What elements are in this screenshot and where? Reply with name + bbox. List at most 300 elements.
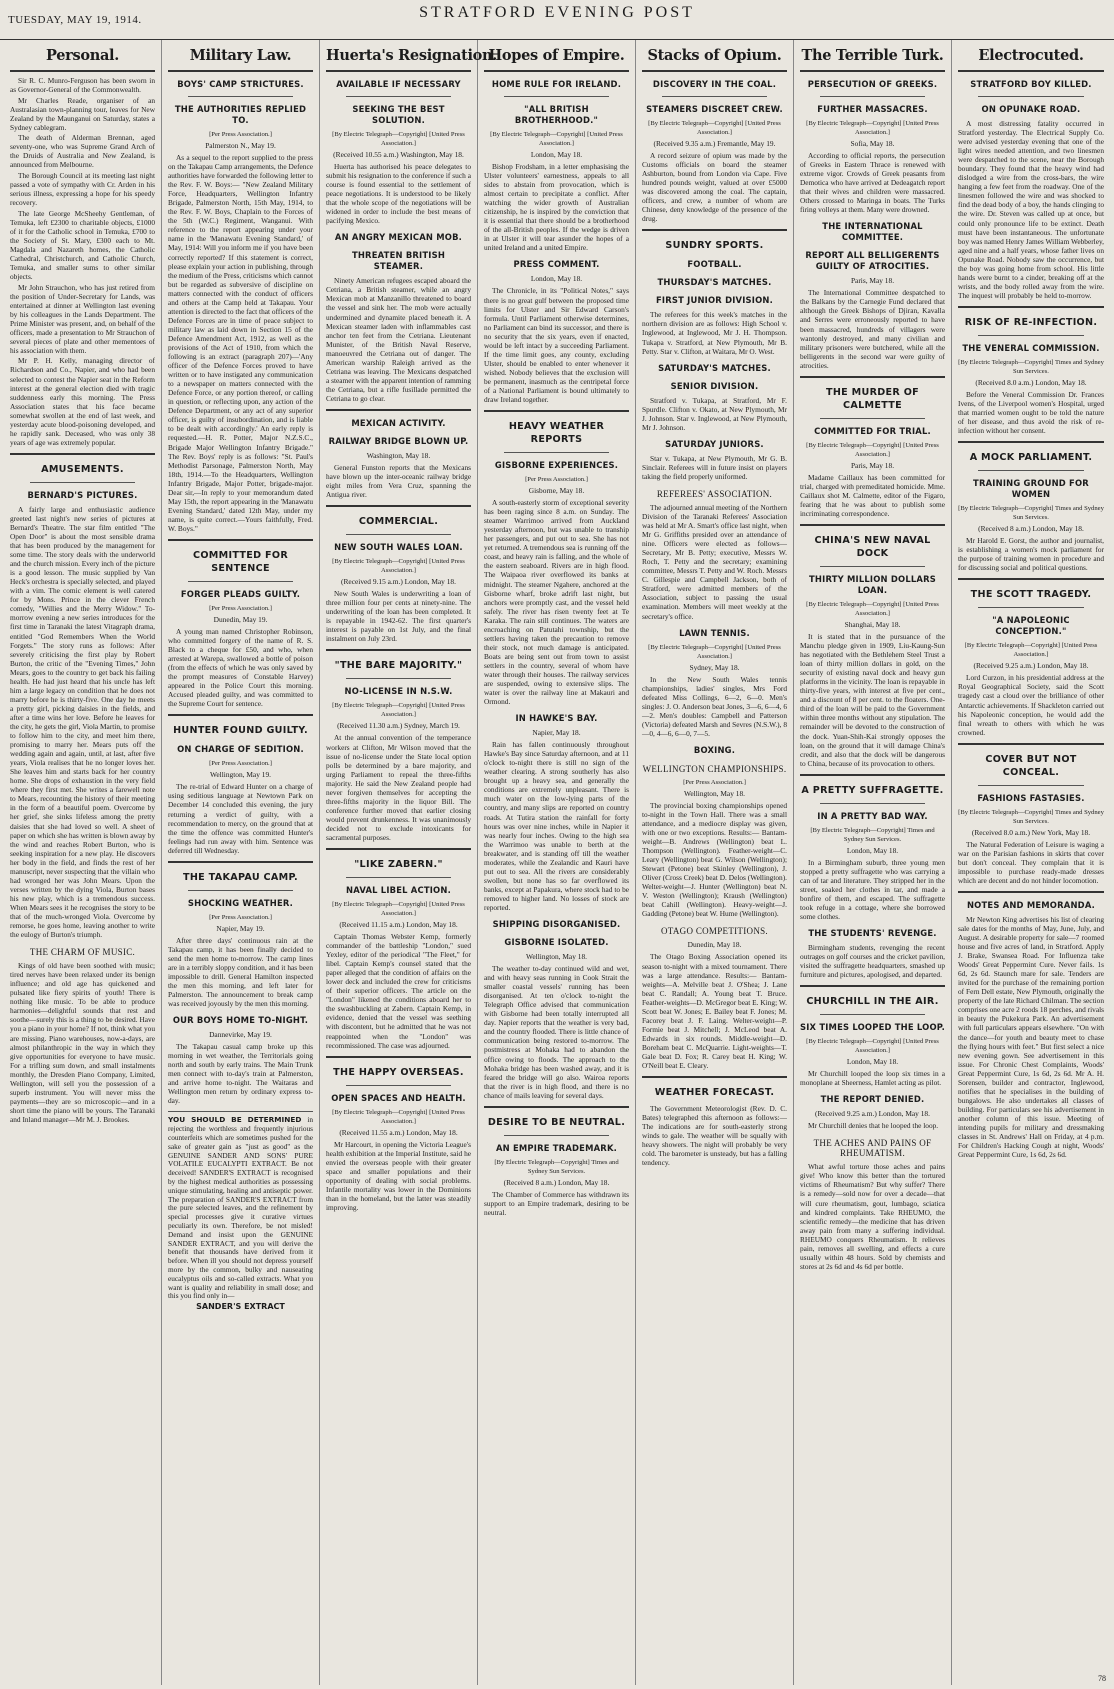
divider xyxy=(346,678,451,679)
article-body xyxy=(10,171,155,207)
subheadline: PRESS COMMENT. xyxy=(513,259,600,270)
heading-rule xyxy=(958,70,1104,72)
paragraph: General Funston reports that the Mexicans have blown up the inter-oceanic railway bridge eight miles from Vera Cruz, spanning the Antigua river. xyxy=(326,462,471,500)
wire-credit: [By Electric Telegraph—Copyright] Times and Sydney Sun Services. xyxy=(810,826,935,843)
dateline: London, May 18. xyxy=(846,845,899,855)
article-body xyxy=(800,151,945,214)
wire-credit: [By Electric Telegraph—Copyright] [United Press Association.] xyxy=(332,558,465,575)
article-headline: DESIRE TO BE NEUTRAL. xyxy=(487,1116,626,1128)
article-body xyxy=(10,96,155,132)
wire-credit: [Per Press Association.] xyxy=(525,476,588,484)
subheadline: NEW SOUTH WALES LOAN. xyxy=(334,542,463,553)
subheadline: GISBORNE ISOLATED. xyxy=(504,937,609,948)
article-headline: AMUSEMENTS. xyxy=(41,463,124,475)
column-heading: Huerta's Resignation. xyxy=(326,47,498,64)
paragraph: It is stated that in the pursuance of the Manchu pledge given in 1909, Liu-Kaung-Sun has negotiated with the Bethlehem Steel Trust a loan of thirty million dollars in gold, on the security of existing naval dock and heavy gun platforms in the vicinity. The loan is repayable in thirty-five years, with interest at five per cent., and a discount of 8 per cent. to the floaters. One-third of the loan will be paid to the Government within three months without any stipulation. The remainder will be devoted to the construction of the dock. Yuan-Shih-Kai strongly opposes the loan, on the ground that it will damage China's credit, and also that the dock will be dangerous to China, because of its provocation to others. xyxy=(800,631,945,768)
ad-brand: SANDER'S EXTRACT xyxy=(196,1302,285,1312)
divider xyxy=(820,1014,925,1015)
subheadline: NOTES AND MEMORANDA. xyxy=(966,899,1096,910)
article-headline: COVER BUT NOT CONCEAL. xyxy=(985,753,1077,778)
dateline: Wellington, May 18. xyxy=(684,788,745,798)
article-body xyxy=(800,858,945,921)
article-body xyxy=(958,840,1104,885)
wire-credit: [By Electric Telegraph—Copyright] Times and Sydney Sun Services. xyxy=(958,808,1104,825)
issue-date: TUESDAY, MAY 19, 1914. xyxy=(8,14,142,26)
wire-credit: [By Electric Telegraph—Copyright] [United Press Association.] xyxy=(332,1108,465,1125)
paragraph: As a sequel to the report supplied to the press on the Takapau Camp arrangements, the Defence authorities have forwarded the following letter to the Rev. F. W. Boys:— "New Zealand Military Force, Headquarters, Wellington Infantry Brigade, Palmerston North, 15th May, 1914, to the Rev. F. W. Boys, Chaplain to the Forces of the 5th (W.C.) Regiment, Wanganui. With reference to the report appearing under your name in the 'Manawatu Evening Standard,' of May, 1914: Will you inform me if you have been correctly reported? If this statement is correct, please explain your action in publishing, through the medium of the Press, criticisms which cannot but be regarded as subversive of discipline on matters connected with the conduct of officers and others at the Camp held at Takapau. Your attention is directed to the fact that officers of the Defence Forces are in time of peace subject to military law as laid down in Section 15 of the Defence Amendment Act, 1912, as well as the provisions of the Act of 1910, from which the following is an extract (paragraph 207)—'Any officer of the Defence Forces proved to have written or to have instigated any communication to a newspaper on matters connected with the Defence Force, or any portion thereof, or calling in question, or reflecting upon, any action of the Defence Department, or any act of any superior officer, is guilty of insubordination, and is liable to be dealt with accordingly.' An early reply is requested.—H. R. Potter, Major N.Z.S.C., Brigade Major Wellington Infantry Brigade." The Rev. Boys' reply is as follows: "St. Paul's Methodist Parsonage, Palmerston North, May 18th, 1914.—To the Headquarters, Wellington Infantry Brigade, Major Potter, brigade-major. Dear sir,—In reply to your memorandum dated May 15th, the report appearing in the 'Manawatu Evening Standard,' dated 12th May, under my name, is quite correct.—Yours faithfully, Fred. W. Boys." xyxy=(168,153,313,533)
divider xyxy=(800,985,945,987)
article-body xyxy=(800,943,945,979)
article-body xyxy=(10,961,155,1124)
article-headline: CHURCHILL IN THE AIR. xyxy=(806,996,939,1008)
paragraph: A most distressing fatality occurred in Stratford yesterday. The Electrical Supply Co. were advised yesterday evening that one of the light wires needed attention, and two linesmen were despatched to the scene, near the Borough boundary. They found that the heavy wind had dislodged a wire from the cross-bars, the wire hanging a few feet from the roadway. One of the linesmen followed the wire and was shocked to find the dead body of a boy, the hands clinging to the wire. Dr. Steven was called up at once, but could only pronounce life to be extinct. Death must have been instantaneous. The unfortunate boy was named Henry James William Webberley, aged nine and a half years, whose father lives on Opunake Road. Nobody saw the occurrence, but the boy was going home from school. His little hands were burnt to a cinder, breaking off at the wrists, and the body rolled away from the wire. The inquest will probably be held to-morrow. xyxy=(958,119,1104,300)
dateline: Paris, May 18. xyxy=(850,460,895,470)
wire-credit: [By Electric Telegraph—Copyright] Times and Sydney Sun Services. xyxy=(958,358,1104,375)
paragraph: The referees for this week's matches in the northern division are as follows: High School v. Inglewood, at Inglewood, Mr J. H. Thompson. Tukapa v. Stratford, at New Plymouth, Mr B. Petty. Star v. Clifton, at Waitara, Mr O. West. xyxy=(642,310,787,356)
paragraph: Rain has fallen continuously throughout Hawke's Bay since Saturday afternoon, and at 11 o'clock to-night there is still no sign of the weather clearing. A strong southerly has also brought up a heavy sea, and generally the conditions are extremely unpleasant. There is much water on the low-lying parts of the country, and many slips are reported on country roads. At Tutira station the rainfall for forty hours was over nine inches, while in Napier it was nearly four inches. Owing to the high sea the Warrimoo was unable to berth at the breakwater, and is standing off till the weather moderates, while the Zealandic and Kauri have put out to sea. All the rivers are considerably swollen, but none has so far overflowed its banks, except at Papakura, where stock had to be removed to higher land. No losses of stock are reported. xyxy=(484,740,629,912)
subheadline: SHIPPING DISORGANISED. xyxy=(492,919,621,930)
column-heading: Military Law. xyxy=(189,47,292,64)
divider xyxy=(800,376,945,378)
subheadline: STEAMERS DISCREET CREW. xyxy=(646,104,783,114)
divider xyxy=(484,410,629,412)
dateline: (Received 8.0 a.m.) New York, May 18. xyxy=(971,827,1091,837)
paragraph: The late George McSheehy Gentleman, of Temuka, left £2300 to charitable objects, £1000 of it for the Catholic school in Temuka, £700 to the Society of St. Mary, £300 each to Mt. Magdala and Nazareth homes, the Catholic Cathedral, Christchurch, and Catholic Church, Temuka, and smaller sums to other similar objects. xyxy=(10,208,155,281)
divider xyxy=(642,1076,787,1078)
dateline: (Received 8 a.m.) London, May 18. xyxy=(503,1177,610,1187)
subheadline: AVAILABLE IF NECESSARY xyxy=(336,79,461,89)
article-body xyxy=(958,536,1104,572)
article-headline: A MOCK PARLIAMENT. xyxy=(969,452,1093,464)
article-body xyxy=(642,801,787,919)
wire-credit: [By Electric Telegraph—Copyright] [United Press Association.] xyxy=(806,1038,939,1055)
subheadline: DISCOVERY IN THE COAL. xyxy=(652,79,777,89)
divider xyxy=(30,482,135,483)
wire-credit: [Per Press Association.] xyxy=(683,778,746,786)
subheadline: SEEKING THE BEST SOLUTION. xyxy=(352,104,445,125)
article-headline: COMMITTED FOR SENTENCE xyxy=(192,549,289,574)
divider xyxy=(504,1135,609,1136)
divider xyxy=(168,861,313,863)
article-headline: A PRETTY SUFFRAGETTE. xyxy=(801,784,944,796)
news-columns xyxy=(4,40,1110,1685)
article-body xyxy=(800,288,945,369)
dateline: (Received 8.0 a.m.) London, May 18. xyxy=(975,377,1087,387)
divider xyxy=(168,714,313,716)
paragraph: In a Birmingham suburb, three young men stopped a pretty suffragette who was carrying a can of tar and literature. They stripped her in the street, soaked her clothes in tar, and made a bonfire of them, and escaped. The suffragette took refuge in a cottage, where she borrowed some clothes. xyxy=(800,857,945,921)
paragraph: Madame Caillaux has been committed for trial, charged with premeditated homicide. Mme. Caillaux shot M. Calmette, editor of the Figaro, fearing that he was about to publish some incriminating correspondence. xyxy=(800,472,945,518)
wire-credit: [Per Press Association.] xyxy=(209,760,272,768)
article-headline: THE TAKAPAU CAMP. xyxy=(183,871,298,883)
heading-rule xyxy=(800,70,945,72)
subheadline: SATURDAY JUNIORS. xyxy=(665,438,764,449)
paragraph: Mr Churchill looped the loop six times in a monoplane at Sheerness, Hamlet acting as pilot. xyxy=(800,1069,945,1088)
heading-rule xyxy=(168,70,313,72)
article-body xyxy=(326,463,471,499)
subheadline: LAWN TENNIS. xyxy=(679,627,750,638)
dateline: London, May 18. xyxy=(846,1057,899,1067)
divider xyxy=(10,453,155,455)
dateline: Washington, May 18. xyxy=(366,450,431,460)
article-body xyxy=(10,283,155,355)
subheadline: THURSDAY'S MATCHES. xyxy=(657,277,772,288)
column-heading: Electrocuted. xyxy=(978,47,1084,64)
subheadline: SENIOR DIVISION. xyxy=(670,380,759,391)
article-body xyxy=(10,209,155,281)
paragraph: Mr John Strauchon, who has just retired from the position of Under-Secretary for Lands, was entertained at dinner at Wellington last evening by his colleagues in the Lands Department. The Prime Minister was present, and, on behalf of the officers, made a presentation to Mr Strauchon of several pieces of plate and other mementoes of his association with them. xyxy=(10,282,155,355)
heading-rule xyxy=(484,70,629,72)
subheadline: THIRTY MILLION DOLLARS LOAN. xyxy=(809,573,936,595)
dateline: Sofia, May 18. xyxy=(850,139,895,148)
wire-credit: [Per Press Association.] xyxy=(209,131,272,138)
dateline: (Received 11.15 a.m.) London, May 18. xyxy=(339,920,458,930)
article-body xyxy=(642,503,787,621)
paragraph: In the New South Wales tennis championships, ladies' singles, Mrs Ford defeated Miss Collings, 6—2, 6—0. Men's singles: J. O. Anderson beat Jones, 3—6, 6—4, 6—2. Men's doubles: Campbell and Patterson (Victoria) defeated Marsh and Sevres (N.S.W.), 8—0, 4—6, 6—0, 7—5. xyxy=(642,674,787,738)
article-body xyxy=(326,932,471,1050)
article-body xyxy=(168,782,313,854)
divider xyxy=(958,578,1104,580)
news-column xyxy=(162,40,320,1685)
article-body xyxy=(10,133,155,169)
article-body xyxy=(326,733,471,842)
paragraph: At the annual convention of the temperance workers at Clifton, Mr Wilson moved that the issue of no-license under the State local option polls be determined by a bare majority, and urging Parliament to repeal the three-fifths majority. He said the New Zealand people had never forgiven themselves for accepting the three-fifths majority in the liquor Bill. The conference further moved that earlier closing would prevent drunkenness. It was unanimously decided not to exclude intoxicants for sacramental purposes. xyxy=(326,733,471,842)
paragraph: A record seizure of opium was made by the Customs officials on board the steamer Ashburton, bound from London via Cape. Five hundred pounds weight, valued at over £5000 was discovered among the coal. The captain, officers, and crew, a number of whom are Chinese, deny knowledge of the presence of the drug. xyxy=(642,151,787,224)
dateline: Palmerston N., May 19. xyxy=(205,141,276,150)
paragraph: Mr Newton King advertises his list of clearing sale dates for the months of May, June, July, and August. A desirable property for sale—7 roomed house and five acres of land, in Stratford. Apply J. Brake, Swansea Road. For Influenza take Woods' Great Peppermint Cure. Never fails. 1s 6d, 2s 6d. Staunch mare for sale. Tenders are invited for the purchase of the remaining portion of Fern Dell estate, New Plymouth, originally the property of the late Richard Chilman. The section comprises one acre 2 roods 18 perches, and rivals in beauty the Pukekura Park. An advertisement with full particulars appears elsewhere. "On with the dance—for youth and beauty meet to chase the flying hours with feet." But first select a nice new evening gown. See advertisement in this issue. For Chronic Chest Complaints, Woods' Great Peppermint Cure, 1s 6d, 2s 6d. Mr A. H. Sorensen, builder and contractor, Inglewood, notifies that he specialises in the building of bungalows. He also undertakes all classes of building. For particulars see his advertisement in another column of this issue. Meeting of intending pupils for military and dressmaking classes in St. Andrews' Hall on Friday, at 4 p.m. For Children's Hacking Cough at night, Woods' Great Peppermint Cure, 1s 6d, 2s 6d. xyxy=(958,914,1104,1160)
subheadline: FOOTBALL. xyxy=(687,259,742,270)
divider xyxy=(978,96,1084,97)
wire-credit: [By Electric Telegraph—Copyright] [United Press Association.] xyxy=(490,131,623,147)
subheadline: THE AUTHORITIES REPLIED TO. xyxy=(174,104,307,125)
article-body xyxy=(168,627,313,708)
divider xyxy=(326,505,471,507)
article-body xyxy=(958,673,1104,736)
subheadline: STRATFORD BOY KILLED. xyxy=(970,79,1092,89)
subheadline: FASHIONS FASTASIES. xyxy=(977,792,1085,803)
subheadline: THE STUDENTS' REVENGE. xyxy=(808,928,937,939)
subheadline: TRAINING GROUND FOR WOMEN xyxy=(973,478,1089,500)
paragraph: Ninety American refugees escaped aboard the Cetriana, a British steamer, while an angry Mexican mob at Manzanillo threatened to board the vessel and sink her. The mob were actually undermined and dynamite placed beneath it. A Mexican steamer laden with inflammables cast anchor ten feet from the Cetriana. Lieutenant Munister, of the British Naval Reserve, manoeuvred the Cetriana out of danger. The American warship Raleigh arrived as the Cetriana was leaving. The Mexicans despatched a steamer with the apparent intention of ramming the Cetriana, but a rifle fusillade permitted the Cetriana to go clear. xyxy=(326,276,471,403)
newspaper-title: STRATFORD EVENING POST xyxy=(419,4,695,21)
page-number: 78 xyxy=(1098,1674,1106,1683)
article-headline: THE HAPPY OVERSEAS. xyxy=(333,1066,464,1078)
paragraph: New South Wales is underwriting a loan of three million four per cents at ninety-nine. The underwriting of the loan has been completed. It is repayable in 1942-62. The first quarter's interest is payable on 1st July, and the final instalment on July 23rd. xyxy=(326,589,471,644)
divider xyxy=(504,452,609,453)
subheadline: MEXICAN ACTIVITY. xyxy=(351,417,446,428)
paragraph: The Government Meteorologist (Rev. D. C. Bates) telegraphed this afternoon as follows:— The indications are for south-easterly strong winds to gale. The weather will be squally with heavy showers. The night will probably be very cold. The barometer is unsteady, but has a falling tendency. xyxy=(642,1104,787,1168)
wire-credit: [By Electric Telegraph—Copyright] [United Press Association.] xyxy=(806,441,939,458)
section-heading: WELLINGTON CHAMPIONSHIPS. xyxy=(642,763,787,774)
divider xyxy=(820,96,925,97)
paragraph: The International Committee despatched to the Balkans by the Carnegie Fund declared that although the Greek Bishops of Djiran, Kavalla and Serres were erroneously reported to have been massacred, hundreds of villagers were wantonly destroyed, and many civilian and military prisoners were butchered, while all the belligerents in the second war were guilty of atrocities. xyxy=(800,288,945,370)
subheadline: OUR BOYS HOME TO-NIGHT. xyxy=(172,1015,309,1026)
article-body xyxy=(484,162,629,252)
subheadline: SIX TIMES LOOPED THE LOOP. xyxy=(800,1022,945,1033)
dateline: Wellington, May 19. xyxy=(210,770,271,780)
article-body xyxy=(800,1162,945,1271)
article-body xyxy=(800,1121,945,1130)
divider xyxy=(188,581,293,582)
article-body xyxy=(10,76,155,94)
dateline: (Received 8 a.m.) London, May 18. xyxy=(978,524,1084,534)
paragraph: The provincial boxing championships opened to-night in the Town Hall. There was a small attendance, and a mediocre display was given, with one or two exceptions. Results:— Bantam-weight—B. Andrews (Wellington) beat L. Thompson (Wellington). Feather-weight—C. Leary (Wellington) beat G. Wilson (Wellington); Stewart (Petone) beat Skinley (Wellington), J. Oliver (Cross Creek) beat D. Delos (Wellington). Welter-weight—J. Hunter (Wellington) beat N. V. Weston (Wellington); Kraush (Wellington) beat Cahill (Wellington). Heavy-weight—J. Gadding (Petone) beat W. Hume (Wellington). xyxy=(642,800,787,919)
paragraph: Before the Veneral Commission Dr. Frances Ivens, of the Liverpool women's Hospital, urged that married women ought to be told the nature of her disease, and thus avoid the risk of re-infection without her consent. xyxy=(958,389,1104,436)
news-column xyxy=(4,40,162,1685)
wire-credit: [Per Press Association.] xyxy=(209,913,272,921)
dateline: (Received 11.30 a.m.) Sydney, March 19. xyxy=(337,721,460,731)
divider xyxy=(820,566,925,567)
subheadline: GISBORNE EXPERIENCES. xyxy=(494,460,619,471)
wire-credit: [By Electric Telegraph—Copyright] [United Press Association.] xyxy=(806,120,939,136)
article-body xyxy=(642,151,787,223)
wire-credit: [By Electric Telegraph—Copyright] [United Press Association.] xyxy=(332,702,465,719)
dateline: Dannevirke, May 19. xyxy=(209,1030,272,1040)
subheadline: ON CHARGE OF SEDITION. xyxy=(177,744,304,755)
divider xyxy=(168,539,313,541)
divider xyxy=(642,229,787,231)
article-body xyxy=(484,286,629,404)
divider xyxy=(188,96,293,97)
subheadline: HOME RULE FOR IRELAND. xyxy=(491,79,622,89)
article-body xyxy=(642,952,787,1070)
paragraph: Mr Churchill denies that he looped the loop. xyxy=(808,1121,939,1131)
article-body xyxy=(168,936,313,1008)
divider xyxy=(346,534,451,535)
news-column xyxy=(320,40,498,1685)
divider xyxy=(978,607,1084,608)
subheadline: IN HAWKE'S BAY. xyxy=(515,713,598,724)
subheadline: OPEN SPACES AND HEALTH. xyxy=(331,1092,466,1103)
article-body xyxy=(642,1104,787,1167)
article-body xyxy=(642,310,787,355)
divider xyxy=(820,803,925,804)
wire-credit: [By Electric Telegraph—Copyright] [United Press Association.] xyxy=(648,643,781,660)
article-body xyxy=(800,632,945,768)
article-headline: CHINA'S NEW NAVAL DOCK xyxy=(814,534,931,559)
subheadline: AN EMPIRE TRADEMARK. xyxy=(495,1142,618,1153)
article-body xyxy=(484,964,629,1100)
divider xyxy=(978,335,1084,336)
subheadline: FIRST JUNIOR DIVISION. xyxy=(656,295,773,306)
divider xyxy=(820,418,925,419)
section-heading: OTAGO COMPETITIONS. xyxy=(661,926,768,937)
divider xyxy=(958,306,1104,308)
paragraph: The re-trial of Edward Hunter on a charge of using seditious language at Newtown Park on December 14 concluded this evening, the jury returning a verdict of guilty, with a recommendation to mercy, on the ground that at the time the offence was committed Hunter's feelings had run away with him. Sentence was deferred till Wednesday. xyxy=(168,782,313,855)
dateline: (Received 9.25 a.m.) London, May 18. xyxy=(973,661,1089,671)
dateline: Napier, May 19. xyxy=(216,923,265,933)
paragraph: Mr Harcourt, in opening the Victoria League's health exhibition at the Imperial Institute, said he envied the overseas people with their greater space and smaller populations and their opportunity of dealing with social problems. Infantile mortality was lower in the Dominions than in the homeland, but the latter was steadily improving. xyxy=(326,1139,471,1212)
article-body xyxy=(10,356,155,446)
article-body xyxy=(958,390,1104,435)
divider xyxy=(800,774,945,776)
paragraph: After three days' continuous rain at the Takapau camp, it has been finally decided to send the men home to-morrow. The camp lines are in a terribly sloppy condition, and it has been impossible to drill. General Hamilton inspected the men this morning, and left later for Palmerston. The announcement to break camp was received joyously by the men this morning. xyxy=(168,935,313,1009)
divider xyxy=(800,524,945,526)
masthead xyxy=(0,0,1114,40)
wire-credit: [By Electric Telegraph—Copyright] [United Press Association.] xyxy=(648,120,781,136)
article-headline: COMMERCIAL. xyxy=(358,516,439,528)
subheadline: AN ANGRY MEXICAN MOB. xyxy=(334,232,463,243)
article-headline: HUNTER FOUND GUILTY. xyxy=(173,725,308,737)
dateline: Dunedin, May 19. xyxy=(213,614,268,624)
article-body xyxy=(168,153,313,533)
paragraph: Star v. Tukapa, at New Plymouth, Mr G. B. Sinclair. Referees will in future insist on players taking the field properly uniformed. xyxy=(642,453,787,481)
section-heading: THE CHARM OF MUSIC. xyxy=(29,947,136,958)
paragraph: The Chronicle, in its "Political Notes," says there is no great gulf between the proposed time limits for Ulster and Sir Edward Carson's formula. Until Parliament otherwise determines, no Parliament can bind its successor, and there is no security that the six years, even if enacted, would be left intact by a succeeding Parliament. If the time limit goes, any county, excluding Ulster, should be enabled to enter whenever it wished. Nobody believes that the exclusion will be permanent, inasmuch as the centripetal force of a National Parliament is bound ultimately to draw Ireland together. xyxy=(484,286,629,405)
wire-credit: [By Electric Telegraph—Copyright] [United Press Association.] xyxy=(332,131,465,147)
article-headline: SUNDRY SPORTS. xyxy=(665,240,764,252)
article-body xyxy=(484,1190,629,1217)
article-body xyxy=(958,119,1104,300)
divider xyxy=(662,96,767,97)
wire-credit: [By Electric Telegraph—Copyright] Times and Sydney Sun Services. xyxy=(494,1158,619,1175)
subheadline: SHOCKING WEATHER. xyxy=(187,897,294,908)
article-body xyxy=(958,915,1104,1159)
wire-credit: [By Electric Telegraph—Copyright] [United Press Association.] xyxy=(332,901,465,918)
article-body xyxy=(800,1069,945,1087)
paragraph: The death of Alderman Brennan, aged seventy-one, who was Supreme Grand Arch of the Druids of Australia and New Zealand, is announced from Melbourne. xyxy=(10,133,155,170)
section-heading: REFEREES' ASSOCIATION. xyxy=(656,488,773,499)
section-heading: THE ACHES AND PAINS OF RHEUMATISM. xyxy=(813,1138,932,1159)
dateline: (Received 9.25 a.m.) London, May 18. xyxy=(815,1109,930,1119)
dateline: (Received 9.35 a.m.) Fremantle, May 19. xyxy=(653,139,776,148)
column-heading: The Terrible Turk. xyxy=(801,47,944,64)
paragraph: A fairly large and enthusiastic audience greeted last night's new series of pictures at Bernard's Theatre. The star film entitled "The Open Door" is about the most sensible drama that has been produced by the management for some time. The story deals with the underworld and the church mission. Every inch of the picture is a good lesson. The music supplied by Van Heck's orchestra is specially selected, and played with a vim. The comic element is well catered for by Mons. Prince in the clever French comedy, "Willies and the Merry Widow." To-morrow evening a new series introduces for the first time in Taranaki the latest Vitagraph drama, entitled "God Remembers When the World Forgets." The story runs as follows: After severely criticising the first play by Robert Burton, the critic of the "Evening Times," John Mears, goes to the country to get back his failing health. He had just heard that his uncle has left him a large legacy on condition that he does not marry before he is thirty-five. One day he meets a pretty girl, picking daisies in the fields, and after a time wins her love. Before he leaves for the city, he gets the girl, Viola Martin, to promise to follow him to the city, and meet him there, promising to marry her. Mears puts off the wedding again and again, until, at last, after five years, Viola realises that he no longer loves her. She leaves him and starts back for her country home. She drops of exhaustion in the very field where they first met. She writes a farewell note to Mears, recounting the history of their meeting in the form of a beautiful poem. Overcome by her grief, she sinks lifeless among the pretty daisies that she had loved so well. A sheet of paper on which she has written is blown away by the wind and reaches Robert Burton, who is seeking inspiration for a new play. He discovers her body in the field, and finds the rest of her manuscript, never suspecting that the villain who had wronged her was John Mears. Upon the verses written by the dying Viola, Burton bases his new play, which is a tremendous success. When Mears sees it he recognises the story to be that of the much-wronged Viola. Overcome by remorse, he goes home, leaving another to write the eulogy of Burton's triumph. xyxy=(10,504,155,940)
divider xyxy=(958,891,1104,893)
dateline: Dunedin, May 18. xyxy=(687,940,742,950)
dateline: Sydney, May 18. xyxy=(689,662,740,672)
paragraph: Stratford v. Tukapa, at Stratford, Mr F. Spurdle. Clifton v. Okato, at New Plymouth, Mr J. Johnson. Star v. Inglewood, at New Plymouth, Mr J. Johnson. xyxy=(642,395,787,432)
dateline: (Received 10.55 a.m.) Washington, May 18. xyxy=(333,150,464,159)
divider xyxy=(326,649,471,651)
column-heading: Personal. xyxy=(45,47,119,64)
article-body xyxy=(10,505,155,939)
subheadline: FORGER PLEADS GUILTY. xyxy=(180,588,301,599)
subheadline: COMMITTED FOR TRIAL. xyxy=(814,425,931,436)
paragraph: Mr P. H. Kelly, managing director of Richardson and Co., Napier, and who had been selected to contest the Napier seat in the Reform interest at the general election died with tragic suddenness early this morning. The Press Association states that his face became somewhat swollen at the end of last week, and yesterday acute blood-poisoning developed, and he rapidly sank. Deceased, who was only 38 years of age was extremely popular. xyxy=(10,356,155,447)
paragraph: The Takapau casual camp broke up this morning in wet weather, the Territorials going north and south by early trains. The Main Trunk men connect with to-day's train at Palmerston, and arrive home to-night. The Waitaras and Wellington men return by ordinary express to-day. xyxy=(168,1042,313,1106)
ad-title: YOU SHOULD BE DETERMINED xyxy=(168,1115,308,1125)
paragraph: Huerta has authorised his peace delegates to submit his resignation to the conference if such a course is found essential to the settlement of peace negotiations. It is understood to be likely that the whole scope of the negotiations will be widened in order to include the best means of pacifying Mexico. xyxy=(326,162,471,226)
paragraph: Birmingham students, revenging the recent outrages on golf courses and the cricket pavilion, visited the suffragette headquarters, smashed up furniture and pictures, apologised, and departed. xyxy=(800,943,945,980)
paragraph: Lord Curzon, in his presidential address at the Royal Geographical Society, said the Scott tragedy cast a cloud over the brilliance of other Antarctic achievements. If Shackleton carried out his Napoleonic conception, he would add the final wreath to others with which he was crowned. xyxy=(958,673,1104,737)
news-column xyxy=(794,40,952,1685)
subheadline: RAILWAY BRIDGE BLOWN UP. xyxy=(328,435,469,446)
subheadline: BOYS' CAMP STRICTURES. xyxy=(177,79,304,89)
divider xyxy=(326,1056,471,1058)
dateline: Napier, May 18. xyxy=(532,728,581,738)
divider xyxy=(346,96,451,97)
article-body xyxy=(326,162,471,225)
paragraph: The Otago Boxing Association opened its season to-night with a mixed tournament. There was a large attendance. Results:— Bantam-weights—A. Melville beat J. O'Shea; J. Lane beat C. Randall; A. Young beat T. Bruce. Feather-weights—D. McGregor beat E. King; W. Scott beat W. Jones; E. Bailey beat F. Jones; M. Facorey beat J. F. Laing. Welter-weight—P. Formie beat J. Mitchell; J. McLeod beat A. Edwards in six rounds. Middle-weight—D. Boreham beat C. McQuarrie. Light-weights—T. Gale beat D. Fox; R. Carey beat H. King; W. O'Neill beat E. Cleary. xyxy=(642,952,787,1071)
subheadline: REPORT ALL BELLIGERENTS GUILTY OF ATROCITIES. xyxy=(805,250,940,272)
article-headline: RISK OF RE-INFECTION. xyxy=(964,316,1098,328)
paragraph: Sir R. C. Munro-Ferguson has been sworn in as Governor-General of the Commonwealth. xyxy=(10,76,155,95)
subheadline: THE REPORT DENIED. xyxy=(820,1094,925,1105)
divider xyxy=(326,848,471,850)
divider xyxy=(484,1106,629,1108)
divider xyxy=(504,96,609,97)
paragraph: According to official reports, the persecution of Greeks in Eastern Thrace is renewed with extreme vigor. Crowds of Greek peasants from Demotica who have arrived at Dedeagatch report that their wives and children were massacred. Others crossed to Maringa in boats. The Turks firing volleys at them. Many were drowned. xyxy=(800,151,945,215)
subheadline: ON OPUNAKE ROAD. xyxy=(981,104,1081,114)
dateline: (Received 9.15 a.m.) London, May 18. xyxy=(341,577,456,587)
subheadline: NO-LICENSE IN N.S.W. xyxy=(344,686,453,697)
dateline: (Received 11.55 a.m.) London, May 18. xyxy=(339,1127,458,1137)
article-body xyxy=(484,740,629,912)
advertisement xyxy=(168,1111,313,1312)
article-body xyxy=(484,498,629,706)
heading-rule xyxy=(642,70,787,72)
paragraph: The adjourned annual meeting of the Northern Division of the Taranaki Referees' Association was held at Mr A. Smart's office last night, when Mr G. Griffiths presided over an attendance of nine. Officers were elected as follows—Secretary, Mr B. Petty; executive, Messrs W. Roch, T. Petty and the secretary; examining committee, Messrs T. Petty and W. Roch. Messrs C. Gillespie and Campbell Jackson, both of Stratford, were admitted members of the Association, subject to passing the usual examination. Members will meet weekly at the secretary's office. xyxy=(642,502,787,621)
dateline: London, May 18. xyxy=(530,150,583,159)
wire-credit: [Per Press Association.] xyxy=(209,604,272,612)
divider xyxy=(326,409,471,411)
article-body xyxy=(326,589,471,643)
article-body xyxy=(326,1140,471,1212)
article-headline: "THE BARE MAJORITY." xyxy=(334,660,463,672)
subheadline: "ALL BRITISH BROTHERHOOD." xyxy=(514,104,599,125)
subheadline: PERSECUTION OF GREEKS. xyxy=(807,79,938,89)
subheadline: THE VENERAL COMMISSION. xyxy=(962,342,1100,353)
wire-credit: [By Electric Telegraph—Copyright] [United Press Association.] xyxy=(964,642,1098,659)
subheadline: NAVAL LIBEL ACTION. xyxy=(346,885,451,896)
subheadline: SATURDAY'S MATCHES. xyxy=(658,362,771,373)
article-body xyxy=(642,396,787,432)
divider xyxy=(346,1085,451,1086)
ad-text: in rejecting the worthless and frequently injurious counterfeits which are sometimes pushed for the sake of greater gain as "just as good" as the GENUINE SANDER AND SONS' PURE VOLATILE EUCALYPTI EXTRACT. Be not deceived! SANDER'S EXTRACT is recognised by the highest medical authorities as possessing unique stimulating, healing and antiseptic power. The preparation of SANDER'S EXTRACT from the pure selected leaves, and the refinement by special processes give it curative virtues peculiarly its own. Therefore, be not misled! Demand and insist upon the GENUINE SANDER EXTRACT, and you will derive the benefit that thousands have derived from it before. When ill you should not depress yourself more by the common, bulky and nauseating eucalyptus oils and so-called extracts. What you want is quality and reliability in small dose; and this you find only in— xyxy=(168,1115,313,1301)
dateline: Paris, May 18. xyxy=(850,276,895,286)
article-body xyxy=(800,473,945,518)
subheadline: BERNARD'S PICTURES. xyxy=(27,489,138,500)
wire-credit: [By Electric Telegraph—Copyright] Times and Sydney Sun Services. xyxy=(958,505,1104,522)
article-body xyxy=(168,1042,313,1105)
news-column xyxy=(478,40,636,1685)
paragraph: The Chamber of Commerce has withdrawn its support to an Empire trademark, desiring to be neutral. xyxy=(484,1189,629,1217)
subheadline: THE INTERNATIONAL COMMITTEE. xyxy=(822,221,923,243)
divider xyxy=(978,785,1084,786)
article-headline: HEAVY WEATHER REPORTS xyxy=(508,421,605,446)
divider xyxy=(188,890,293,891)
subheadline: "A NAPOLEONIC CONCEPTION." xyxy=(992,615,1070,637)
column-heading: Stacks of Opium. xyxy=(647,47,782,64)
subheadline: BOXING. xyxy=(693,744,736,755)
paragraph: Mr Harold E. Gorst, the author and journalist, is establishing a women's mock parliament for the purpose of training women in procedure and for discussing social and political questions. xyxy=(958,536,1104,573)
divider xyxy=(346,877,451,878)
column-heading: Hopes of Empire. xyxy=(488,47,625,64)
article-headline: "LIKE ZABERN." xyxy=(354,859,443,871)
paragraph: A south-easterly storm of exceptional severity has been raging since 8 a.m. on Sunday. The steamer Warrimoo arrived from Auckland yesterday afternoon, but was unable to tranship her passengers, and put out to sea. She has not yet returned. A tremendous sea is running off the coast, and heavy rain is falling, and the whole of the eastern seaboard. Rivers are in high flood. The Waipaoa river overflowed its banks at midnight. The steamer Ngahere, anchored at the Gisborne wharf, broke adrift last night, but anchors were promptly cast, and the vessel held safely. The river has risen twenty feet at Te Karaka. The rain still continues. The waters are encroaching on Patutahi township, but the settlers having taken the precaution to remove their stock, not much damage is anticipated. Boats are being sent out from town to assist settlers in the country, several of whom have water through their houses. The railway services are suspended, owing to extensive slips. The water is over the railway line at Makauri and Ormond. xyxy=(484,498,629,707)
article-body xyxy=(642,454,787,481)
paragraph: The weather to-day continued wild and wet, and with heavy seas running in Cook Strait the smaller coastal vessels' running has been disorganised. At ten o'clock to-night the Telegraph Office advised that communication with Gisborne had been totally interrupted all day. Napier reports that the weather is very bad, and the country flooded. There is little chance of communication being restored to-morrow. The postmistress at Mohaka had to abandon the office owing to floods. The approach to the Mohaka bridge has been washed away, and it is feared the bridge will go also. Wairoa reports that the river is in high flood, and there is no chance of mails leaving for several days. xyxy=(484,964,629,1100)
article-headline: THE SCOTT TRAGEDY. xyxy=(970,589,1092,601)
heading-rule xyxy=(10,70,155,72)
dateline: Wellington, May 18. xyxy=(526,952,587,962)
news-column xyxy=(952,40,1110,1685)
article-headline: WEATHER FORECAST. xyxy=(654,1087,775,1099)
paragraph: The Borough Council at its meeting last night passed a vote of sympathy with Cr. Arden in his serious illness, expressing a hope for his speedy recovery. xyxy=(10,170,155,208)
subheadline: THREATEN BRITISH STEAMER. xyxy=(351,250,446,272)
heading-rule xyxy=(326,70,471,72)
paragraph: Captain Thomas Webster Kemp, formerly commander of the battleship "London," sued Yexley, editor of the periodical "The Fleet," for libel. Captain Kemp's counsel stated that the paper alleged that the condition of affairs on the lower deck and included the crew for criticisms of their superior officers. The article on the "London" likened the conditions aboard her to the swashbuckling at Zabern. Captain Kemp, in evidence, denied that the vessel was seething with discontent, but he admitted that he was not reappointed when the "London" was recommissioned. The case was adjourned. xyxy=(326,932,471,1050)
article-body xyxy=(326,276,471,403)
paragraph: Bishop Frodsham, in a letter emphasising the Ulster volunteers' earnestness, appeals to all sides to abstain from provocation, which is almost certain to precipitate a conflict. After watching the wider growth of Australian citizenship, he is inspired by the conviction that it is essential that there should be a brotherhood of the all-British peoples. If the wedge is driven in at Ulster it will tear asunder the hopes of a united Ireland and a united Empire. xyxy=(484,162,629,253)
paragraph: Mr Charles Reade, organiser of an Australasian town-planning tour, leaves for New Zealand by the Maunganui on Saturday, states a Sydney cablegram. xyxy=(10,95,155,132)
news-column xyxy=(636,40,794,1685)
divider xyxy=(978,470,1084,471)
paragraph: What awful torture those aches and pains give! Who know this better than the tortured victims of Rheumatism? But why suffer? There is a remedy—sold now for over a decade—that will cure rheumatism, gout, lumbago, sciatica and kindred complaints. Take RHEUMO, the scientific remedy—the medicine that has driven away pain from many a suffering individual. RHEUMO conquers Rheumatism. It relieves pain, removes all swelling, and effects a cure usually within 48 hours. Sold by chemists and stores at 2s 6d and 4s 6d per bottle. xyxy=(800,1162,945,1271)
article-headline: THE MURDER OF CALMETTE xyxy=(825,386,920,411)
paragraph: A young man named Christopher Robinson, who committed forgery of the name of R. S. Black to a cheque for £50, and who, when arrested at Warepa, swallowed a bottle of poison (from the effects of which he was only saved by the prompt measures of Constable Harvey) appeared in the Police Court this morning. Accused pleaded guilty, and was committed to the Supreme Court for sentence. xyxy=(168,626,313,709)
dateline: London, May 18. xyxy=(530,274,583,284)
